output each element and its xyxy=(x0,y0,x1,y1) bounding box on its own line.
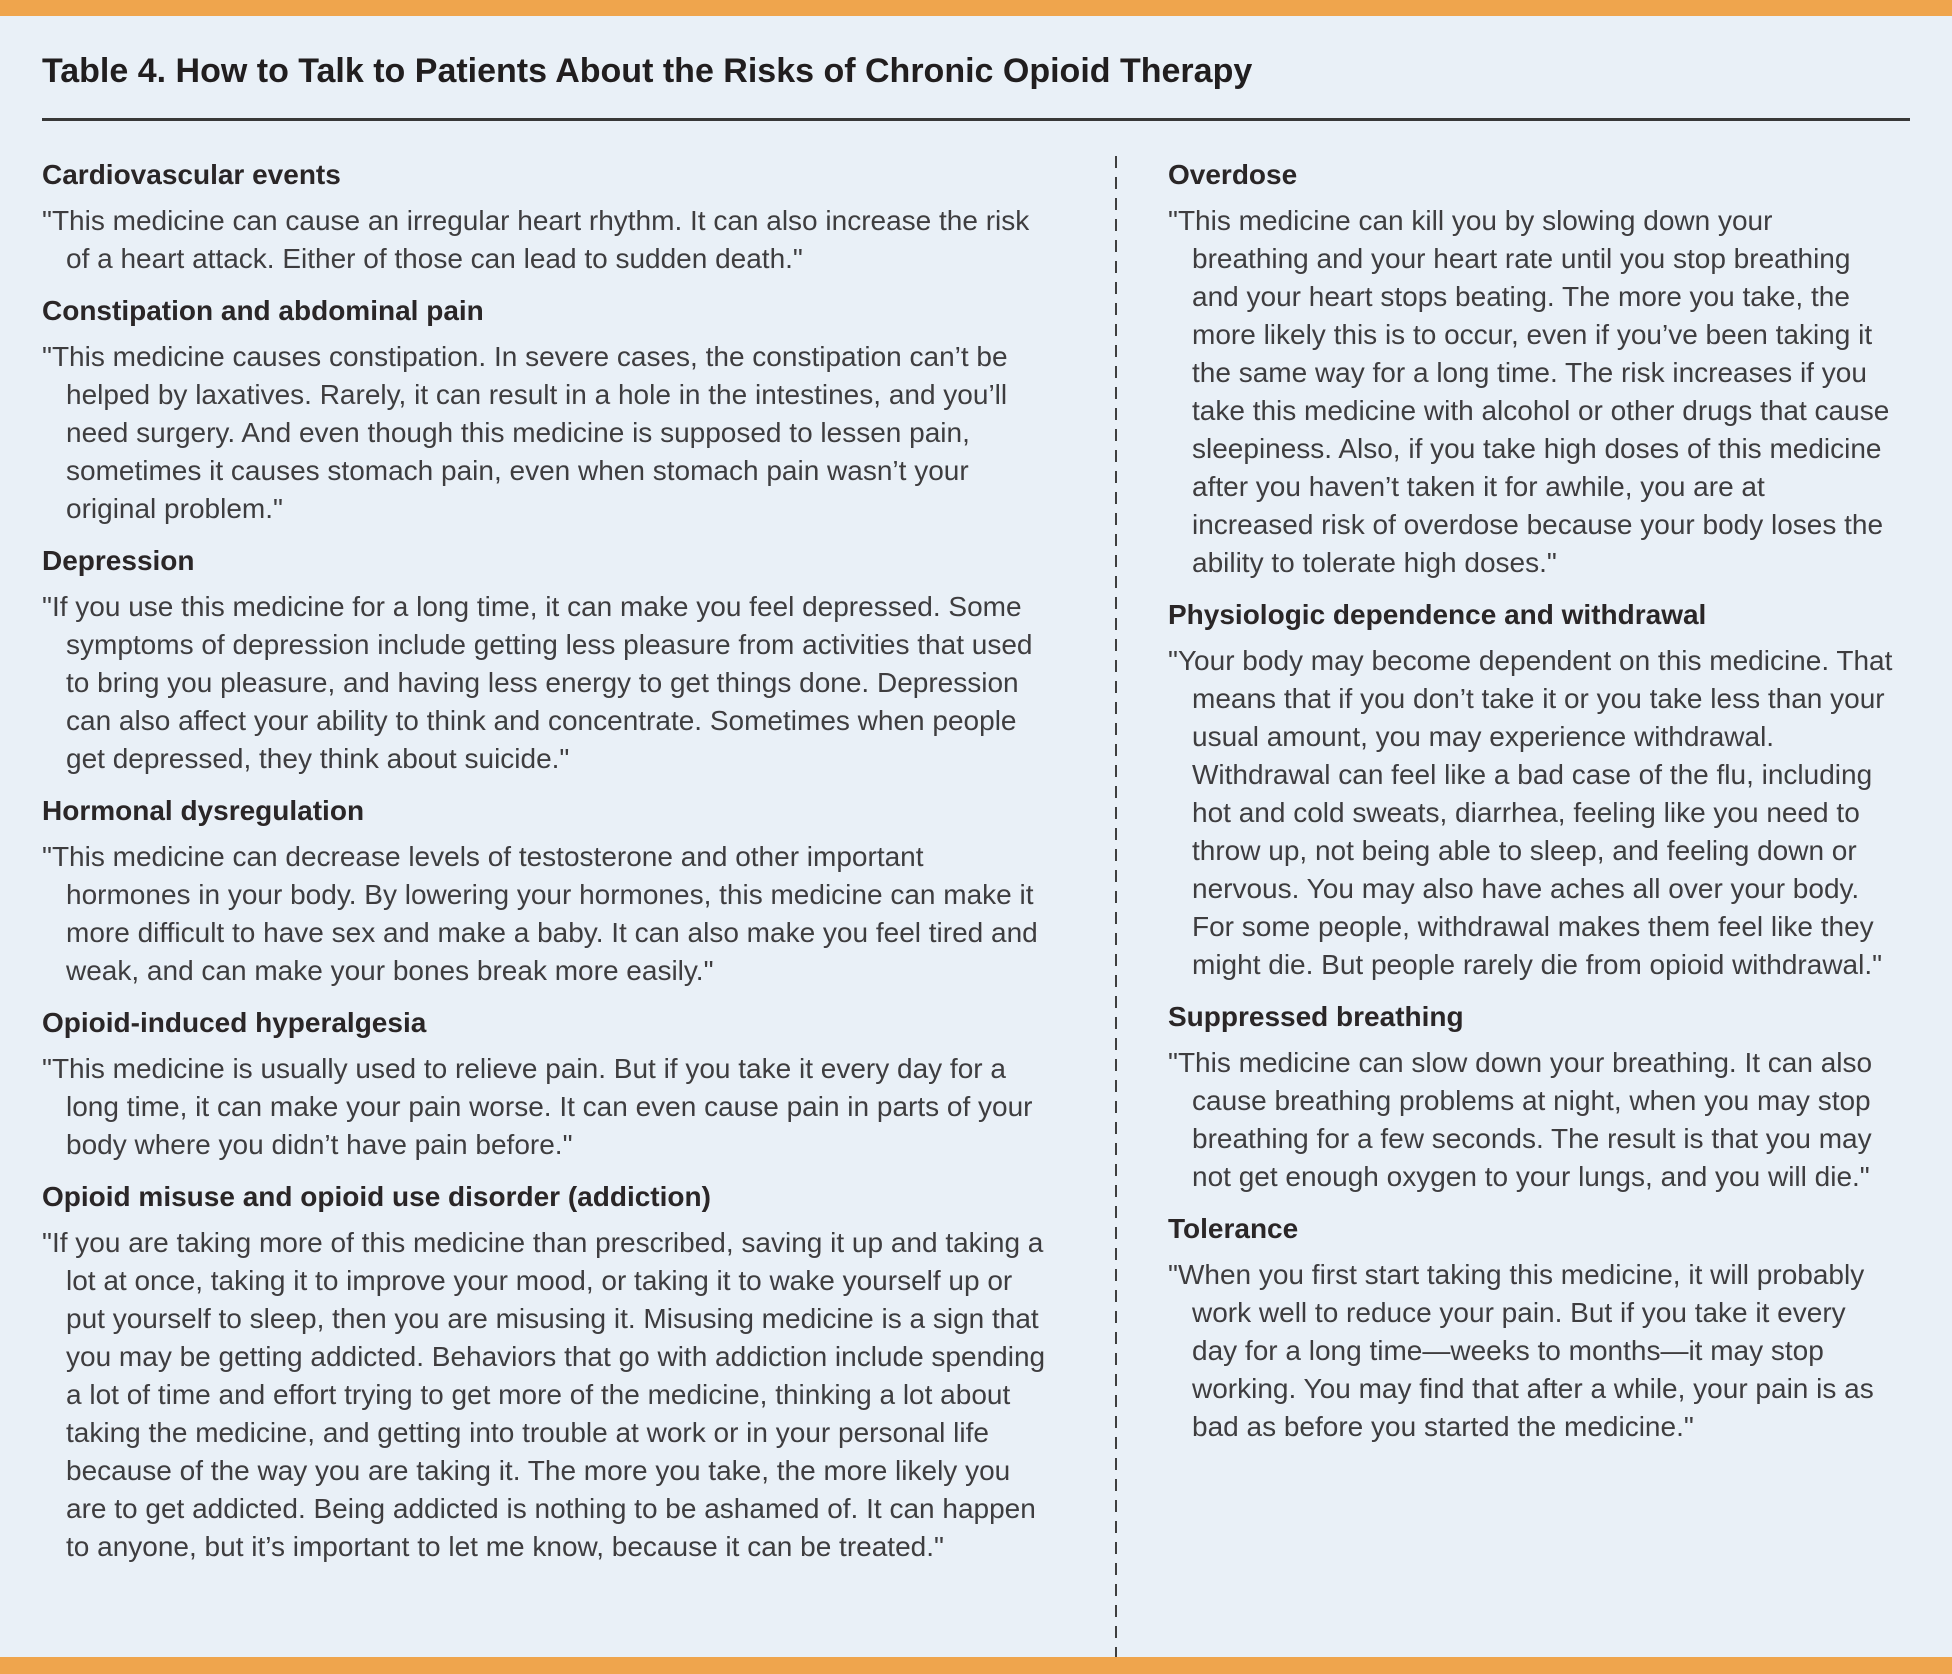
bottom-accent-bar xyxy=(0,1657,1952,1674)
section-quote: "This medicine causes constipation. In severe cases, the constipation can’t be helped by laxatives. Rarely, it can result in a hole in the intestines, and you’ll need surgery. And even though this medicine is supposed to lessen pain, sometimes it causes stomach pain, even when stomach pain wasn’t your original problem." xyxy=(42,341,1008,524)
section-heading: Physiologic dependence and withdrawal xyxy=(1168,599,1707,630)
risk-section-overdose xyxy=(1168,156,1893,582)
section-quote: "Your body may become dependent on this medicine. That means that if you don’t take it or you take less than your usual amount, you may experience withdrawal. Withdrawal can feel like a bad case of the flu, including hot and cold sweats, diarrhea, feeling like you need to throw up, not being able to sleep, and feeling down or nervous. You may also have aches all over your body. For some people, withdrawal makes them feel like they might die. But people rarely die from opioid withdrawal." xyxy=(1168,645,1893,980)
section-heading: Suppressed breathing xyxy=(1168,1001,1464,1032)
section-heading: Depression xyxy=(42,545,195,576)
right-column xyxy=(1117,156,1893,1657)
section-heading: Hormonal dysregulation xyxy=(42,795,365,826)
title-rule xyxy=(42,118,1910,121)
risk-section-hyperalgesia xyxy=(42,1004,1052,1164)
section-quote: "This medicine can decrease levels of testosterone and other important hormones in your body. By lowering your hormones, this medicine can make it more difficult to have sex and make a baby. It can also make you feel tired and weak, and can make your bones break more easily." xyxy=(42,841,1038,986)
section-quote: "If you use this medicine for a long time, it can make you feel depressed. Some symptoms of depression include getting less pleasure from activities that used to bring you pleasure, and having less energy to get things done. Depression can also affect your ability to think and concentrate. Sometimes when people get depressed, they think about suicide." xyxy=(42,591,1033,774)
left-column xyxy=(42,156,1052,1657)
risk-section-cardiovascular xyxy=(42,156,1052,278)
columns xyxy=(42,129,1910,1657)
section-quote: "This medicine can slow down your breathing. It can also cause breathing problems at night, when you may stop breathing for a few seconds. The result is that you may not get enough oxygen to your lungs, and you will die." xyxy=(1168,1047,1873,1192)
section-heading: Tolerance xyxy=(1168,1213,1299,1244)
section-heading: Cardiovascular events xyxy=(42,159,341,190)
risk-section-misuse xyxy=(42,1178,1052,1566)
risk-section-tolerance xyxy=(1168,1210,1893,1446)
risk-section-depression xyxy=(42,542,1052,778)
risk-section-hormonal xyxy=(42,792,1052,990)
table-title: Table 4. How to Talk to Patients About the Risks of Chronic Opioid Therapy xyxy=(42,52,1253,90)
risk-section-dependence xyxy=(1168,596,1893,984)
section-heading: Overdose xyxy=(1168,159,1298,190)
table-content xyxy=(0,16,1952,1657)
section-quote: "This medicine is usually used to relieve pain. But if you take it every day for a long time, it can make your pain worse. It can even cause pain in parts of your body where you didn’t have pain before." xyxy=(42,1053,1033,1160)
section-quote: "This medicine can kill you by slowing down your breathing and your heart rate until you stop breathing and your heart stops beating. The more you take, the more likely this is to occur, even if you’ve been taking it the same way for a long time. The risk increases if you take this medicine with alcohol or other drugs that cause sleepiness. Also, if you take high doses of this medicine after you haven’t taken it for awhile, you are at increased risk of overdose because your body loses the ability to tolerate high doses." xyxy=(1168,205,1890,578)
risk-section-breathing xyxy=(1168,998,1893,1196)
section-heading: Opioid-induced hyperalgesia xyxy=(42,1007,427,1038)
risk-section-constipation xyxy=(42,292,1052,528)
section-heading: Opioid misuse and opioid use disorder (addiction) xyxy=(42,1181,711,1212)
top-accent-bar xyxy=(0,0,1952,16)
section-quote: "When you first start taking this medicine, it will probably work well to reduce your pain. But if you take it every day for a long time—weeks to months—it may stop working. You may find that after a while, your pain is as bad as before you started the medicine." xyxy=(1168,1259,1874,1442)
section-quote: "This medicine can cause an irregular heart rhythm. It can also increase the risk of a heart attack. Either of those can lead to sudden death." xyxy=(42,205,1030,274)
section-heading: Constipation and abdominal pain xyxy=(42,295,484,326)
section-quote: "If you are taking more of this medicine than prescribed, saving it up and taking a lot at once, taking it to improve your mood, or taking it to wake yourself up or put yourself to sleep, then you are misusing it. Misusing medicine is a sign that you may be getting addicted. Behaviors that go with addiction include spending a lot of time and effort trying to get more of the medicine, thinking a lot about taking the medicine, and getting into trouble at work or in your personal life because of the way you are taking it. The more you take, the more likely you are to get addicted. Being addicted is nothing to be ashamed of. It can happen to anyone, but it’s important to let me know, because it can be treated." xyxy=(42,1227,1046,1562)
